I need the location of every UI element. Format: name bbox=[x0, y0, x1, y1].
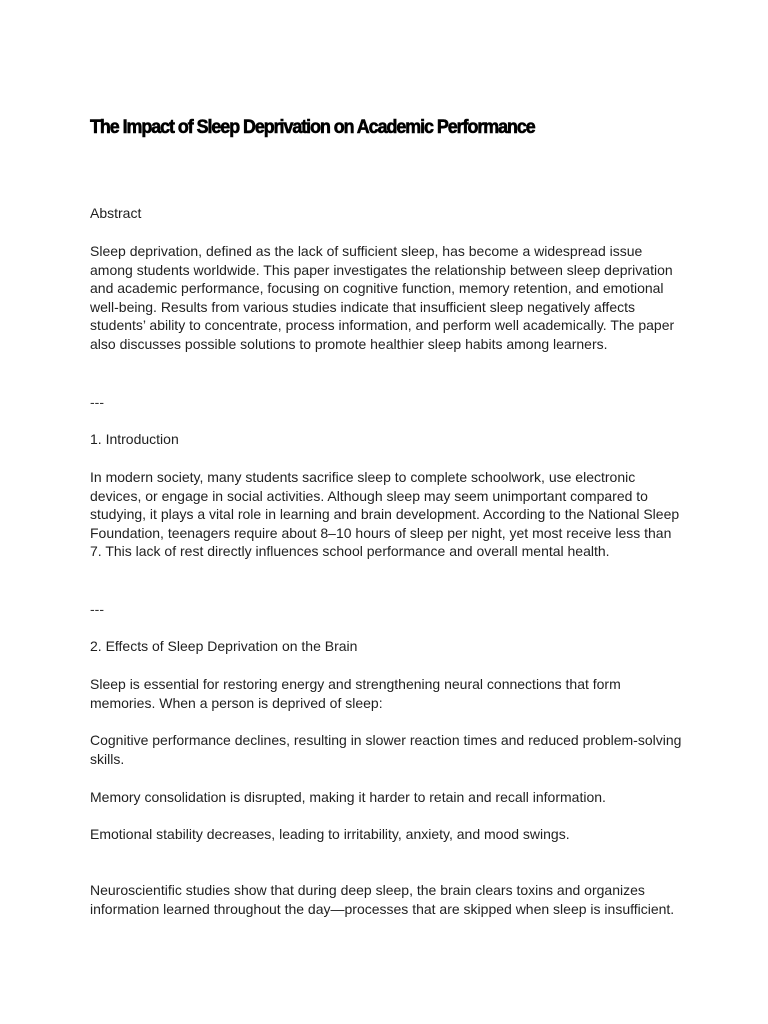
section-separator: --- bbox=[90, 601, 104, 617]
introduction-heading: 1. Introduction bbox=[90, 431, 179, 447]
introduction-paragraph: In modern society, many students sacrifice sleep to complete schoolwork, use electronic devices, or engage in social activities. Although sleep may seem unimportant compared to studying, it plays a vital role in learning and brain development. According to the National Sleep Foundation, teenagers require about 8–10 hours of sleep per night, yet most receive less than 7. This lack of rest directly influences school performance and overall mental health. bbox=[90, 469, 680, 560]
brain-effects-conclusion: Neuroscientific studies show that during deep sleep, the brain clears toxins and organizes information learned throughout the day—processes that are skipped when sleep is insufficient. bbox=[90, 882, 675, 917]
document-title: The Impact of Sleep Deprivation on Academic Performance bbox=[90, 117, 535, 138]
brain-effects-intro: Sleep is essential for restoring energy and strengthening neural connections that form memories. When a person is deprived of sleep: bbox=[90, 676, 621, 711]
effect-item-emotional: Emotional stability decreases, leading to irritability, anxiety, and mood swings. bbox=[90, 826, 570, 842]
section-separator: --- bbox=[90, 394, 104, 410]
effect-item-memory: Memory consolidation is disrupted, making it harder to retain and recall information. bbox=[90, 789, 606, 805]
abstract-heading: Abstract bbox=[90, 205, 142, 221]
document-page bbox=[90, 0, 690, 1024]
effect-item-cognitive: Cognitive performance declines, resulting in slower reaction times and reduced problem-solving skills. bbox=[90, 732, 682, 767]
abstract-paragraph: Sleep deprivation, defined as the lack of sufficient sleep, has become a widespread issue among students worldwide. This paper investigates the relationship between sleep deprivation and academic performance, focusing on cognitive function, memory retention, and emotional well-being. Results from various studies indicate that insufficient sleep negatively affects students’ ability to concentrate, process information, and perform well academically. The paper also discusses possible solutions to promote healthier sleep habits among learners. bbox=[90, 243, 675, 352]
brain-effects-heading: 2. Effects of Sleep Deprivation on the Brain bbox=[90, 638, 358, 654]
